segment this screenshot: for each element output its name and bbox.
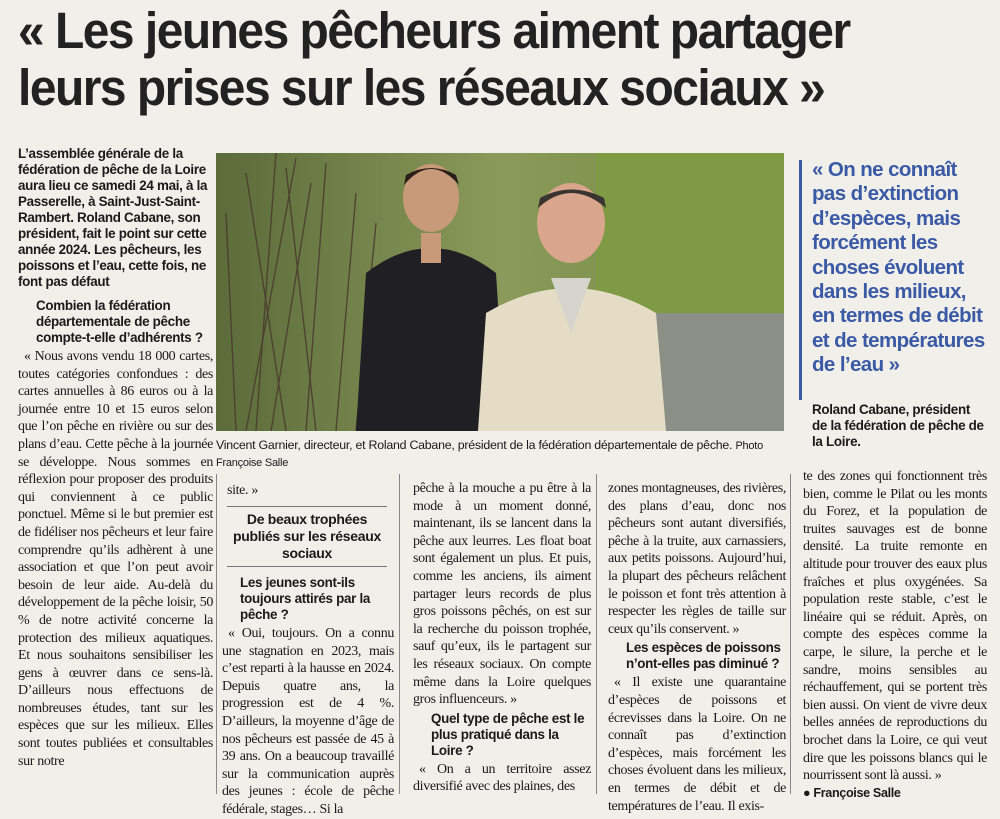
headline: « Les jeunes pêcheurs aiment partager leurs prises sur les réseaux sociaux »	[18, 2, 850, 116]
question-2: Les jeunes sont-ils toujours attirés par la pêche ?	[240, 575, 371, 622]
pull-quote: « On ne connaît pas d’extinction d’espèces, mais forcément les choses évoluent dans les milieux, en termes de débit et de températures de l’eau »	[812, 158, 985, 377]
column-rule	[790, 474, 791, 794]
question-3: Quel type de pêche est le plus pratiqué dans la Loire ?	[431, 710, 585, 758]
article-intro: L’assemblée générale de la fédération de pêche de la Loire aura lieu ce samedi 24 mai, à la Passerelle, à Saint-Just-Saint-Rambert. Roland Cabane, son président, fait le point sur cette année 2024. Les pêcheurs, les poissons et l’eau, cette fois, ne font pas défaut	[18, 146, 208, 289]
section-heading: De beaux trophées publiés sur les réseaux sociaux	[227, 506, 387, 567]
column-1	[18, 296, 213, 770]
column-rule	[399, 474, 400, 794]
column-rule	[216, 474, 217, 794]
column-2	[222, 573, 394, 819]
answer-4a: zones montagneuses, des rivières, des plans d’eau, donc nos pêcheurs sont autant diversifiés, pêche à la truite, aux carnassiers, aux petits poissons. Aujourd’hui, la plupart des pêcheurs relâchent le poisson et font très attention à respecter les règles de taille sur ceux qu’ils conservent. »	[608, 481, 786, 637]
photo-caption	[216, 437, 781, 471]
article-photo	[216, 153, 784, 431]
column-5	[803, 468, 987, 802]
answer-3a: pêche à la mouche a pu être à la mode à un moment donné, maintenant, ils se lancent dans la pêche aux leurres. Les float boat sont également un plus. Et puis, comme les anciens, ils aiment partager leurs records de plus gros poissons pêchés, on est sur la recherche du poisson trophée, sauf qu’eux, ils le partagent sur les réseaux sociaux. On compte même dans la Loire quelques gros influenceurs. »	[413, 481, 591, 708]
answer-3b: « On a un territoire assez diversifié avec des plaines, des	[413, 761, 591, 795]
photo-illustration	[216, 153, 784, 431]
column-3	[413, 480, 591, 796]
photo-credit: Photo Françoise Salle	[216, 440, 763, 469]
question-1: Combien la fédération départementale de pêche compte-t-elle d’adhérents ?	[36, 298, 203, 345]
column-2-start	[227, 482, 395, 500]
question-4: Les espèces de poissons n’ont-elles pas diminué ?	[626, 640, 781, 672]
column-rule	[596, 474, 597, 794]
column-4	[608, 480, 786, 815]
answer-1: « Nous avons vendu 18 000 cartes, toutes catégories confondues : des cartes annuelles à 86 euros ou à la journée entre 10 et 15 euros selon que l’on pêche en rivière ou sur des plans d’eau. Cette pêche à la journée se développe. Nous sommes en réflexion pour proposer des produits qui conviennent à ce public ponctuel. Même si le but premier est de fidéliser nos pêcheurs et leur faire comprendre qu’ils adhèrent à une association et que l’on peut avoir besoin de leur aide. Au-delà du développement de la pêche loisir, 50 % de notre activité concerne la protection des milieux aquatiques. Et nous souhaitons sensibiliser les gens à œuvrer dans ce sens-là. D’ailleurs nous effectuons de nombreuses études, tant sur les espèces que sur les milieux. Elles sont toutes publiées et consultables sur notre	[18, 349, 213, 769]
caption-text: Vincent Garnier, directeur, et Roland Cabane, président de la fédération départementale de pêche.	[216, 438, 733, 452]
answer-4b: « Il existe une quarantaine d’espèces de poissons et écrevisses dans la Loire. On ne connaît pas d’extinction d’espèces, mais forcément les choses évoluent dans les milieux, en termes de débit et de températures de l’eau. Il exis-	[608, 675, 786, 814]
answer-2: « Oui, toujours. On a connu une stagnation en 2023, mais c’est reparti à la hausse en 2024. Depuis quatre ans, la progression est de 4 %. D’ailleurs, la moyenne d’âge de nos pêcheurs est passée de 45 à 39 ans. On a beaucoup travaillé sur la communication auprès des jeunes : école de pêche fédérale, stages… Si la	[222, 626, 394, 817]
column-2-start-text: site. »	[227, 483, 258, 498]
author-signature: ● Françoise Salle	[803, 785, 901, 800]
pull-quote-attribution: Roland Cabane, président de la fédération de pêche de la Loire.	[812, 402, 984, 449]
pull-quote-bar	[799, 160, 802, 400]
answer-5: te des zones qui fonctionnent très bien, comme le Pilat ou les monts du Forez, et la population de truites sauvages est de bonne densité. La truite remonte en altitude pour trouver des eaux plus fraîches et plus oxygénées. Sa population reste stable, c’est le linéaire qui se réduit. Après, on compte des espèces comme la carpe, le silure, la perche et le sandre, moins sensibles au réchauffement, qui se portent très bien aussi. On vient de vivre deux belles années de reproductions du brochet dans la Loire, ce qui veut dire que les poissons blancs qui le nourrissent sont là aussi. »	[803, 469, 987, 784]
